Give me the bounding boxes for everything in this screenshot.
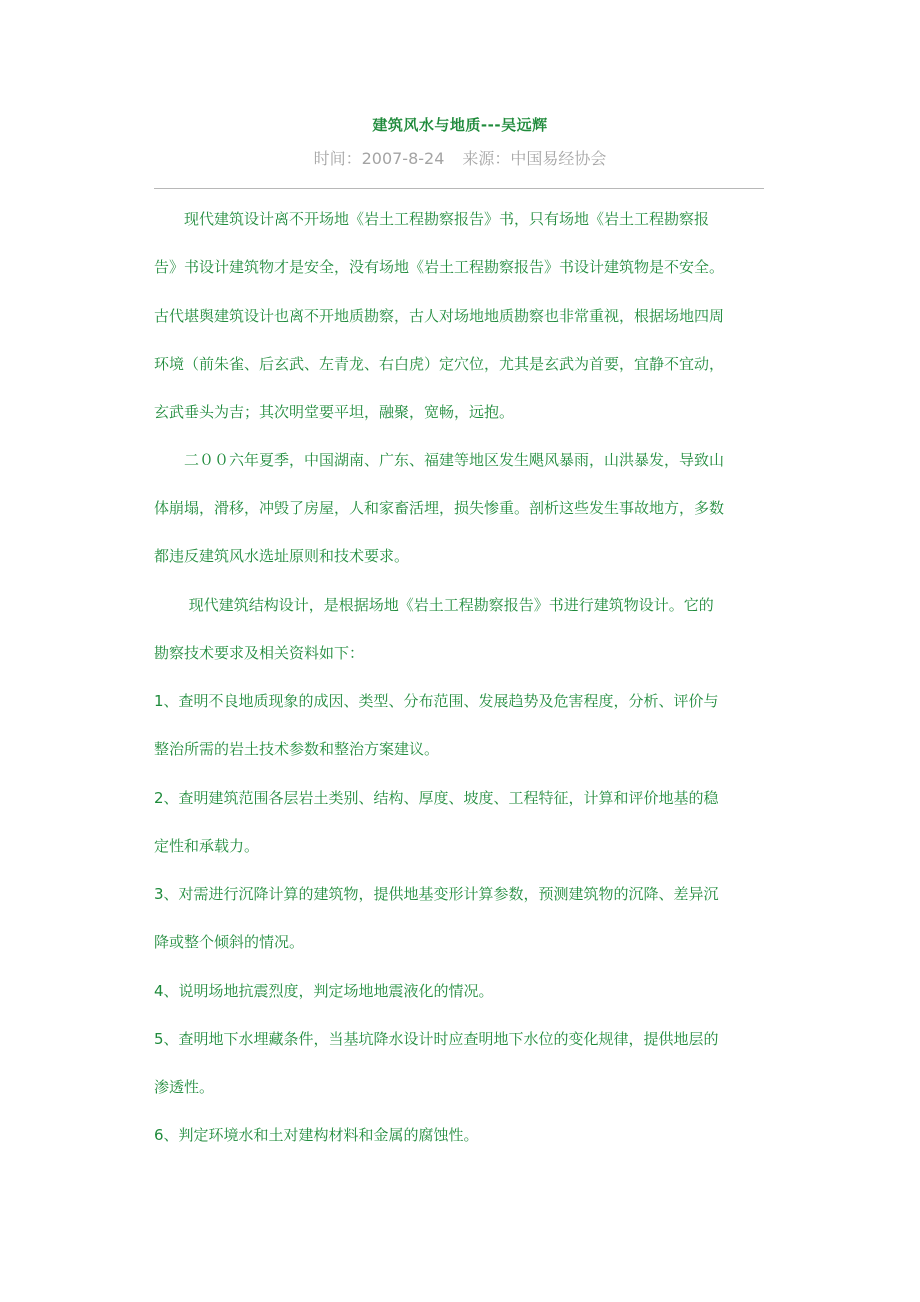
body-line: 二００六年夏季，中国湖南、广东、福建等地区发生飓风暴雨，山洪暴发，导致山	[154, 451, 725, 469]
header-divider	[154, 188, 764, 189]
body-line: 现代建筑设计离不开场地《岩土工程勘察报告》书，只有场地《岩土工程勘察报	[154, 210, 710, 228]
list-item-3: 3、对需进行沉降计算的建筑物，提供地基变形计算参数，预测建筑物的沉降、差异沉	[154, 885, 719, 903]
list-item-1-cont: 整治所需的岩土技术参数和整治方案建议。	[154, 740, 440, 758]
body-line: 玄武垂头为吉；其次明堂要平坦，融聚，宽畅，远抱。	[154, 403, 515, 421]
body-line: 体崩塌，滑移，冲毁了房屋，人和家畜活埋，损失惨重。剖析这些发生事故地方，多数	[154, 499, 725, 517]
body-line: 都违反建筑风水选址原则和技术要求。	[154, 547, 410, 565]
list-item-3-cont: 降或整个倾斜的情况。	[154, 933, 305, 951]
list-item-2: 2、查明建筑范围各层岩土类别、结构、厚度、坡度、工程特征，计算和评价地基的稳	[154, 789, 719, 807]
article-source: 来源：中国易经协会	[462, 149, 607, 168]
list-item-1: 1、查明不良地质现象的成因、类型、分布范围、发展趋势及危害程度，分析、评价与	[154, 692, 719, 710]
publish-time: 时间：2007-8-24	[313, 149, 445, 168]
body-line: 环境（前朱雀、后玄武、左青龙、右白虎）定穴位，尤其是玄武为首要，宜静不宜动，	[154, 355, 725, 373]
list-item-5: 5、查明地下水埋藏条件，当基坑降水设计时应查明地下水位的变化规律，提供地层的	[154, 1030, 719, 1048]
article-title: 建筑风水与地质---吴远辉	[372, 116, 548, 134]
list-item-5-cont: 渗透性。	[154, 1078, 215, 1096]
list-item-4: 4、说明场地抗震烈度，判定场地地震液化的情况。	[154, 982, 494, 1000]
article-meta	[0, 146, 920, 169]
body-line: 古代堪舆建筑设计也离不开地质勘察，古人对场地地质勘察也非常重视，根据场地四周	[154, 307, 725, 325]
list-item-2-cont: 定性和承载力。	[154, 837, 260, 855]
body-line: 现代建筑结构设计，是根据场地《岩土工程勘察报告》书进行建筑物设计。它的	[154, 596, 714, 614]
list-item-6: 6、判定环境水和土对建构材料和金属的腐蚀性。	[154, 1126, 479, 1144]
body-line: 勘察技术要求及相关资料如下：	[154, 644, 365, 662]
body-line: 告》书设计建筑物才是安全，没有场地《岩土工程勘察报告》书设计建筑物是不安全。	[154, 258, 725, 276]
